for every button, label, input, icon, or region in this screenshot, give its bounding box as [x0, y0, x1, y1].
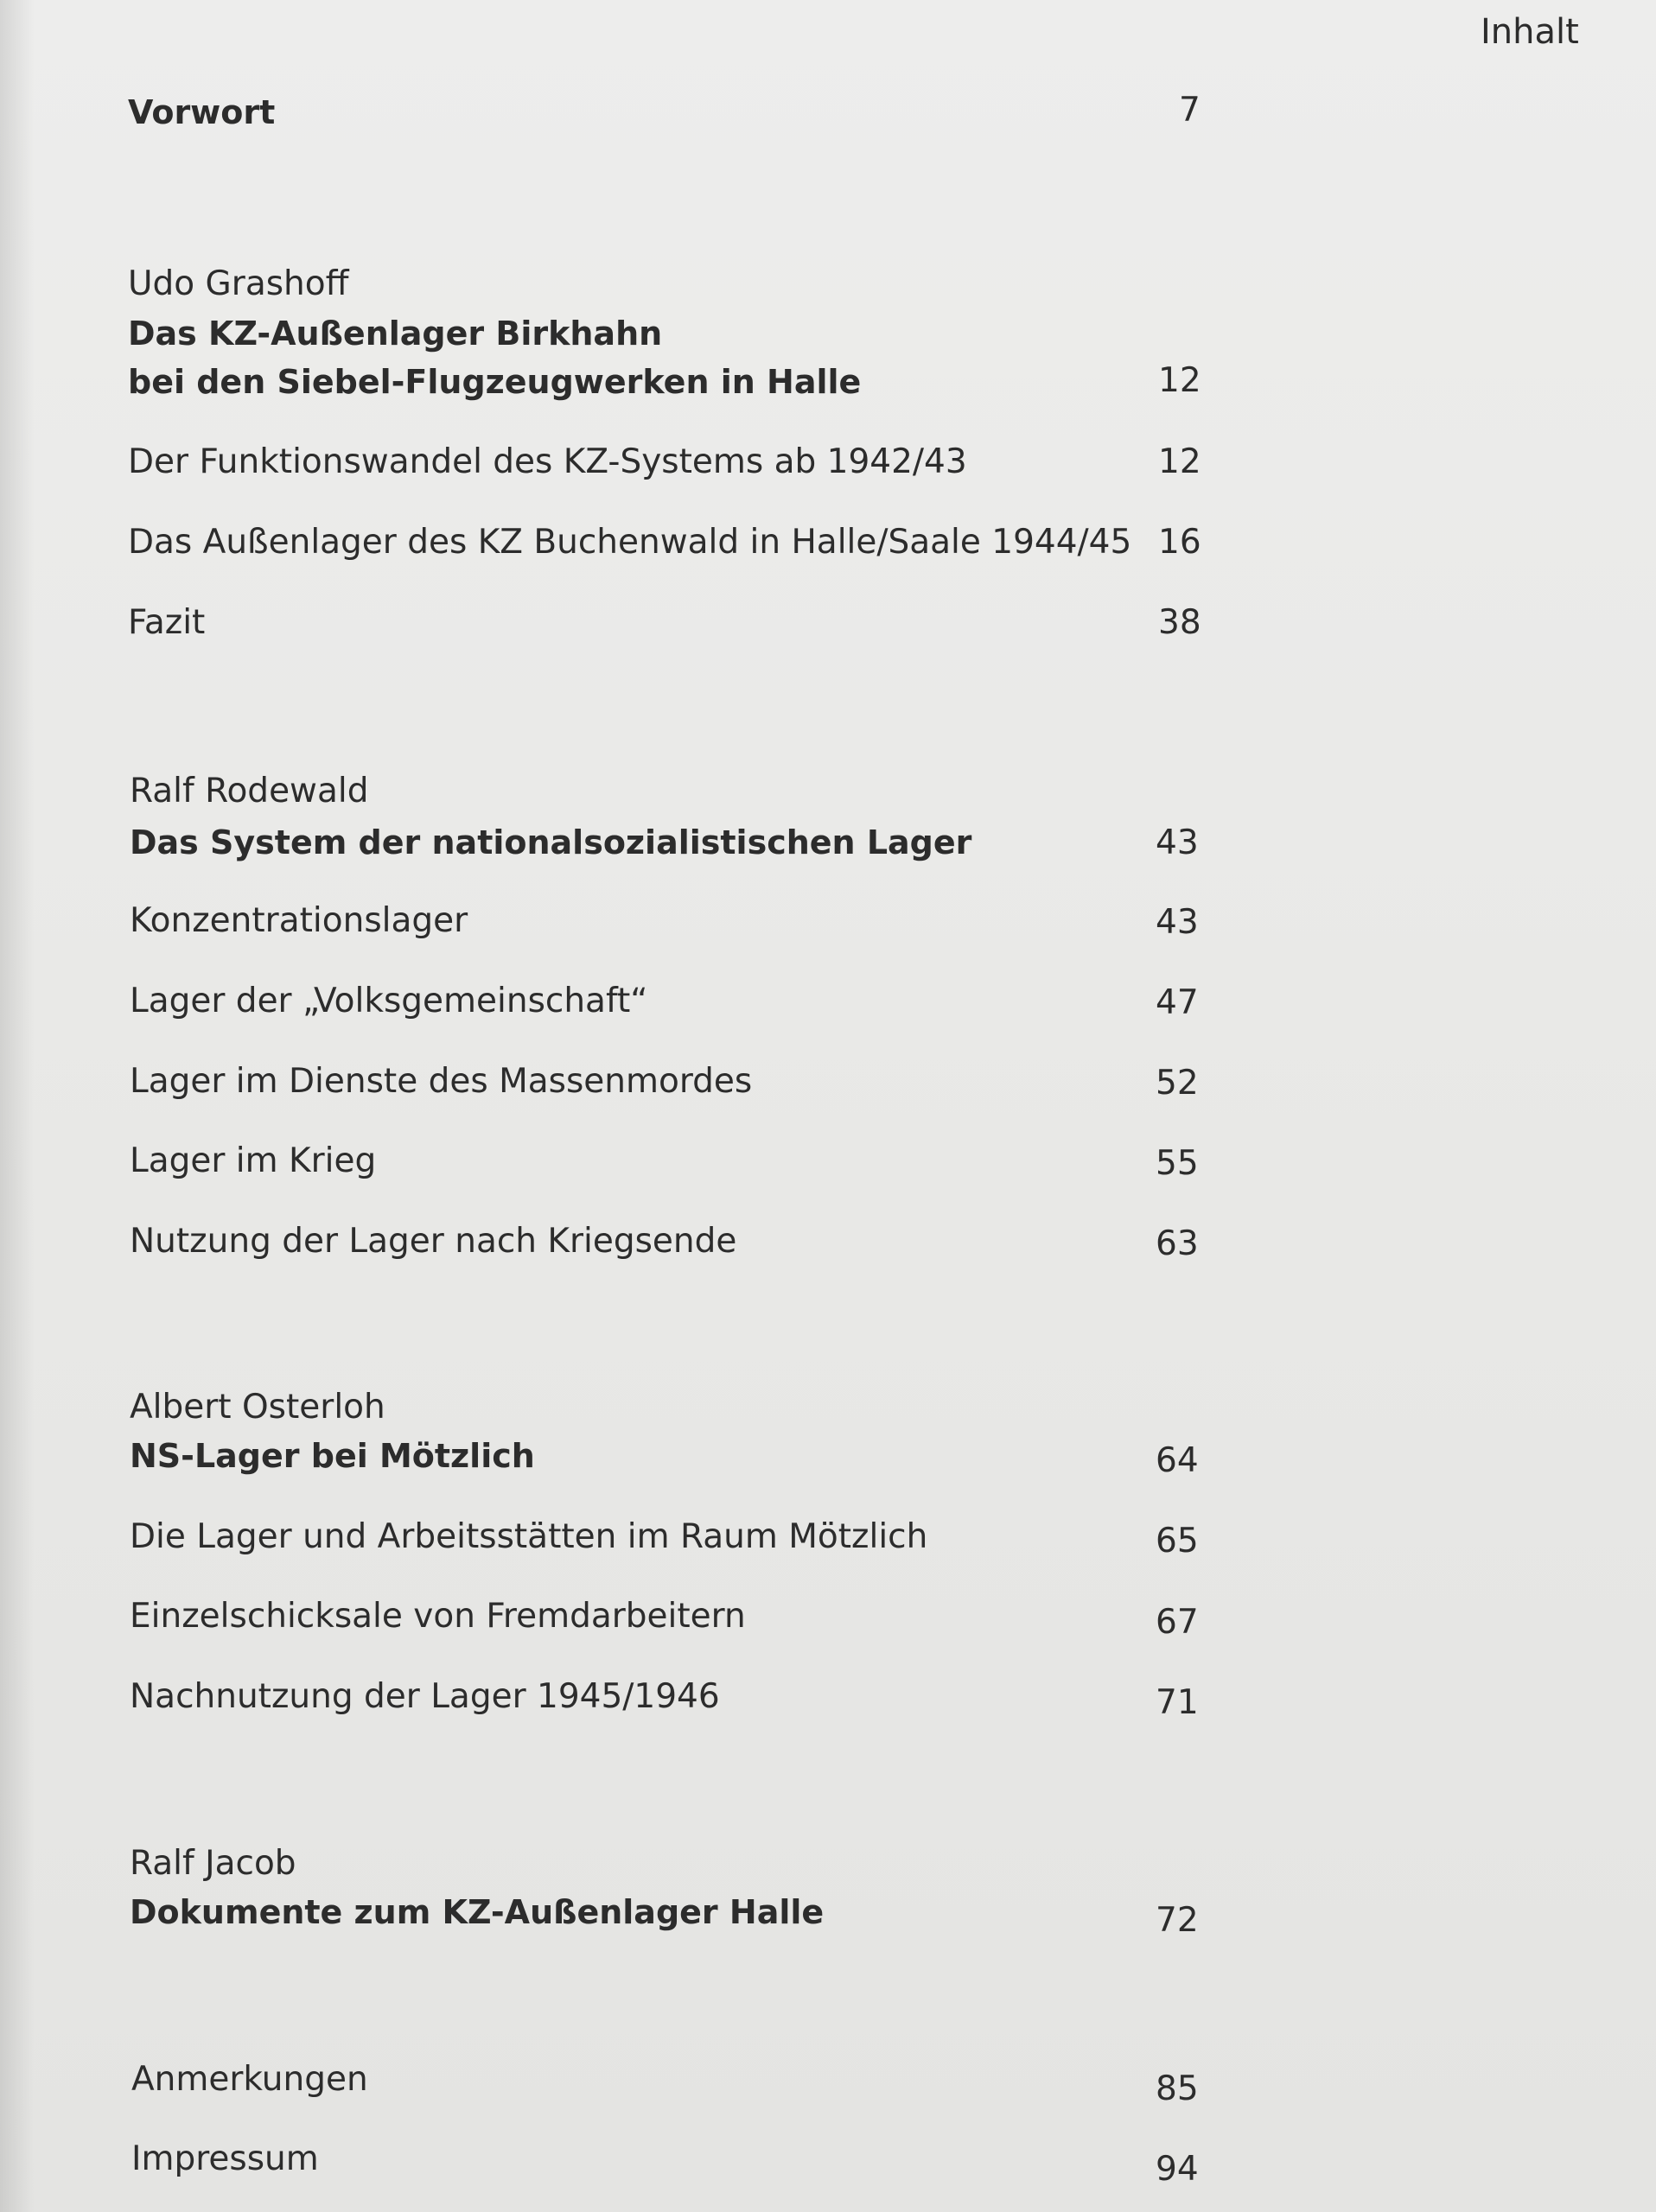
section-page: 12: [1158, 361, 1201, 400]
toc-entry-title: Das Außenlager des KZ Buchenwald in Halle/Saale 1944/45: [128, 523, 1132, 562]
toc-entry-page: 71: [1156, 1683, 1199, 1722]
running-header: Inhalt: [1481, 12, 1579, 52]
toc-entry-title: Die Lager und Arbeitsstätten im Raum Mötzlich: [130, 1517, 928, 1556]
toc-entry-page: 12: [1158, 442, 1201, 481]
toc-entry-title: Lager der „Volksgemeinschaft“: [130, 982, 648, 1020]
toc-entry-page: 65: [1156, 1522, 1199, 1560]
toc-entry-title: Nachnutzung der Lager 1945/1946: [130, 1677, 720, 1716]
toc-entry-page: 52: [1156, 1064, 1199, 1103]
section-page: 43: [1156, 823, 1199, 862]
toc-appendix-page: 94: [1156, 2150, 1199, 2189]
toc-entry-title: Konzentrationslager: [130, 901, 468, 940]
toc-entry-title: Fazit: [128, 603, 206, 642]
section-page: 64: [1156, 1441, 1199, 1480]
section-title-line: Das KZ-Außenlager Birkhahn: [128, 315, 663, 353]
toc-entry-page: 67: [1156, 1603, 1199, 1642]
section-title-line: bei den Siebel-Flugzeugwerken in Halle: [128, 363, 862, 401]
section-author: Ralf Jacob: [130, 1844, 296, 1883]
toc-entry-page: 63: [1156, 1224, 1199, 1263]
section-title-line: Das System der nationalsozialistischen Lager: [130, 823, 972, 861]
toc-entry-page: 55: [1156, 1144, 1199, 1183]
toc-entry-page: 43: [1156, 903, 1199, 942]
toc-entry-title: Lager im Krieg: [130, 1141, 377, 1180]
page-binding-shadow: [0, 0, 35, 2212]
toc-entry-page: 16: [1158, 523, 1201, 562]
toc-vorwort-page: 7: [1179, 91, 1201, 130]
section-author: Udo Grashoff: [128, 264, 349, 303]
toc-entry-title: Der Funktionswandel des KZ-Systems ab 1942/43: [128, 442, 967, 481]
toc-entry-title: Einzelschicksale von Fremdarbeitern: [130, 1597, 746, 1636]
toc-entry-page: 38: [1158, 603, 1201, 642]
section-author: Ralf Rodewald: [130, 772, 369, 810]
section-title-line: Dokumente zum KZ-Außenlager Halle: [130, 1893, 825, 1931]
toc-appendix-page: 85: [1156, 2069, 1199, 2108]
toc-entry-title: Nutzung der Lager nach Kriegsende: [130, 1222, 737, 1261]
toc-entry-page: 47: [1156, 983, 1199, 1022]
section-title-line: NS-Lager bei Mötzlich: [130, 1437, 535, 1475]
toc-appendix-title: Anmerkungen: [131, 2060, 368, 2099]
section-page: 72: [1156, 1901, 1199, 1940]
section-author: Albert Osterloh: [130, 1388, 385, 1427]
toc-vorwort-title: Vorwort: [128, 93, 276, 131]
toc-appendix-title: Impressum: [131, 2139, 319, 2178]
toc-entry-title: Lager im Dienste des Massenmordes: [130, 1062, 753, 1101]
